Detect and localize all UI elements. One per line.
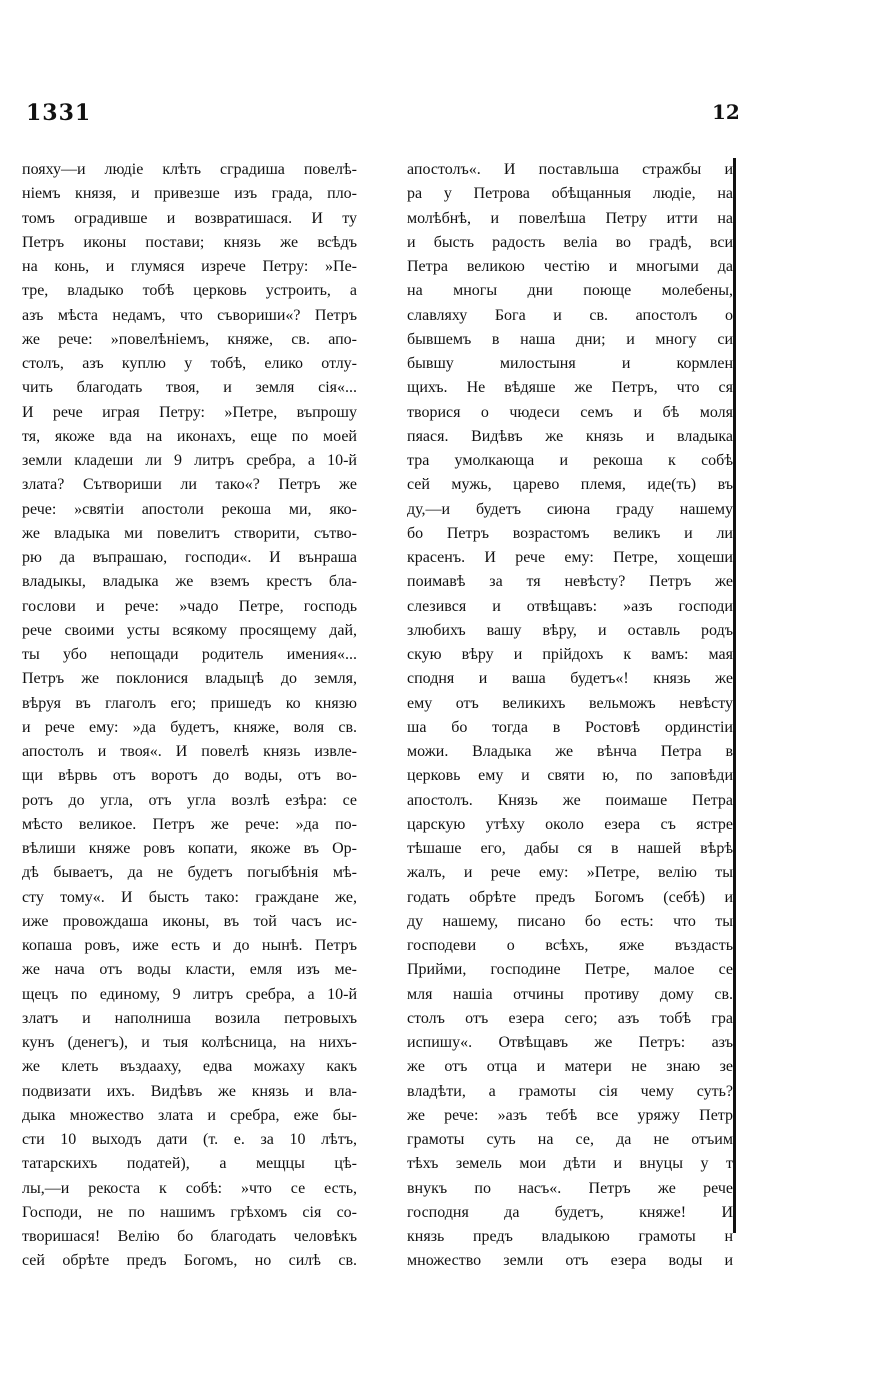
text-line: земли кладеши ли 9 литръ сребра, а 10-й <box>22 452 357 469</box>
text-line: владыкы, владыка же вземъ крестъ бла- <box>22 573 357 591</box>
text-line: творися о чюдеси семъ и бѣ моля <box>407 403 733 421</box>
text-line: ду,—и будетъ сиюна граду нашему <box>407 500 733 518</box>
text-line: копаша ровъ, иже есть и до нынѣ. Петръ <box>22 937 357 954</box>
text-line: ему отъ великихъ вельможъ невѣсту <box>407 694 733 712</box>
text-line: подвизати ихъ. Видѣвъ же князь и вла- <box>22 1082 357 1100</box>
text-line: рече: »святіи апостоли рекоша ми, яко- <box>22 500 357 518</box>
text-line: же рече: »азъ тебѣ все уряжу Петр <box>407 1106 733 1124</box>
text-line: рю да въпрашаю, господи«. И вънраша <box>22 549 357 566</box>
page-number: 1331 <box>26 100 92 126</box>
text-line: молѣбнѣ, и повелѣша Петру итти на <box>407 209 733 227</box>
text-line: тѣшаше его, дабы ся в нашей вѣрѣ <box>407 840 733 857</box>
text-line: бывшемъ в наша дни; и многу си <box>407 330 733 348</box>
text-line: бо Петръ возрастомъ великъ и ли <box>407 524 733 542</box>
text-line: злюбихъ вашу вѣру, и оставль родъ <box>407 621 733 639</box>
text-line: Прийми, господине Петре, малое се <box>407 961 733 979</box>
text-line: сту тому«. И бысть тако: граждане же, <box>22 888 357 906</box>
right-column <box>407 158 736 1270</box>
text-line: творишася! Велію бо благодать человѣкъ <box>22 1228 357 1245</box>
text-line: рече своими усты всякому просящему дай, <box>22 621 357 639</box>
text-line: господеви о всѣхъ, яже въздасть <box>407 937 733 954</box>
text-line: чить благодать твоя, и земля сія«... <box>22 379 357 397</box>
left-column <box>22 158 357 1274</box>
text-line: тре, владыко тобѣ церковь устроить, а <box>22 282 357 300</box>
text-line: слезився и отвѣщавъ: »азъ господи <box>407 597 733 615</box>
text-line: ша бо тогда в Ростовѣ ординстіи <box>407 718 733 736</box>
text-line: царскую утѣху около езера съ ястре <box>407 815 733 833</box>
text-line: и рече ему: »да будетъ, княже, воля св. <box>22 718 357 736</box>
text-line: же владыка ми повелитъ створити, сътво- <box>22 524 357 542</box>
text-line: князь предъ владыкою грамоты н <box>407 1228 733 1245</box>
text-line: вѣруя въ глаголъ его; пришедъ ко князю <box>22 694 357 712</box>
text-line: испишу«. Отвѣщавъ же Петръ: азъ <box>407 1034 733 1051</box>
text-line: злата? Сътвориши ли тако«? Петръ же <box>22 476 357 494</box>
text-line: тра умолкающа и рекоша к собѣ <box>407 452 733 469</box>
text-line: мѣсто великое. Петръ же рече: »да по- <box>22 815 357 833</box>
text-line: Петръ иконы постави; князь же всѣдъ <box>22 233 357 251</box>
text-line: бывшу милостыня и кормлен <box>407 355 733 372</box>
text-line: господня да будетъ, княже! И <box>407 1203 733 1221</box>
text-line: сти 10 выходъ дати (т. е. за 10 лѣтъ, <box>22 1131 357 1148</box>
text-line: щихъ. Не вѣдяше же Петръ, что ся <box>407 379 733 397</box>
text-line: апостолъ. Князь же поимаше Петра <box>407 791 733 809</box>
text-line: гослови и рече: »чадо Петре, господь <box>22 597 357 615</box>
text-line: дыка множество злата и сребра, еже бы- <box>22 1106 357 1124</box>
text-line: Господи, не по нашимъ грѣхомъ сія со- <box>22 1203 357 1221</box>
text-line: Петръ же поклонися владыцѣ до земля, <box>22 670 357 688</box>
text-line: златъ и наполниша возила петровыхъ <box>22 1009 357 1027</box>
text-line: и бысть радость веліа во градѣ, вси <box>407 233 733 251</box>
text-line: владѣти, а грамоты сія чему суть? <box>407 1082 733 1100</box>
text-line: грамоты суть на се, да не отъим <box>407 1131 733 1148</box>
text-line: поимавѣ за тя невѣсту? Петръ же <box>407 573 733 591</box>
text-line: татарскихъ податей), а мещцы цѣ- <box>22 1155 357 1173</box>
text-line: апостолъ и твоя«. И повелѣ князь извле- <box>22 743 357 760</box>
text-line: столъ, азъ куплю у тобѣ, елико отлу- <box>22 355 357 372</box>
text-line: же рече: »повелѣніемъ, княже, св. апо- <box>22 330 357 348</box>
text-line: жалъ, и рече ему: »Петре, велію ты <box>407 864 733 882</box>
text-line: лы,—и рекоста к собѣ: »что се есть, <box>22 1179 357 1197</box>
text-line: щецъ по единому, 9 литръ сребра, а 10-й <box>22 985 357 1003</box>
text-line: ротъ до угла, отъ угла возлѣ езѣра: се <box>22 791 357 809</box>
text-line: можи. Владыка же вѣнча Петра в <box>407 743 733 760</box>
text-line: множество земли отъ езера воды и <box>407 1252 733 1270</box>
text-line: тѣхъ земель мои дѣти и внуцы у т <box>407 1155 733 1173</box>
text-line: вѣлиши княже ровъ копати, якоже въ Ор- <box>22 840 357 857</box>
text-line: на многы дни поюще молебены, <box>407 282 733 300</box>
text-line: апостолъ«. И поставльша стражбы и <box>407 161 733 178</box>
text-line: ніемъ князя, и привезше изъ града, пло- <box>22 185 357 203</box>
text-line: азъ мѣста недамъ, что съвориши«? Петръ <box>22 306 357 324</box>
text-line: красенъ. И рече ему: Петре, хощеши <box>407 549 733 566</box>
text-line: на конь, и глумяся изрече Петру: »Пе- <box>22 258 357 275</box>
text-line: сей мужь, царево племя, иде(ть) въ <box>407 476 733 494</box>
text-line: иже провождаша иконы, въ той часъ ис- <box>22 912 357 930</box>
text-line: же отъ отца и матери не знаю зе <box>407 1058 733 1076</box>
text-line: внукъ по насъ«. Петръ же рече <box>407 1179 733 1197</box>
text-line: церковь ему и святи ю, по заповѣди <box>407 767 733 785</box>
text-line: кунъ (денегъ), и тыя колѣсница, на нихъ- <box>22 1034 357 1051</box>
text-line: дѣ бываетъ, да не будетъ погыбѣнія мѣ- <box>22 864 357 882</box>
text-line: щи вѣрвь отъ воротъ до воды, отъ во- <box>22 767 357 785</box>
text-line: ра у Петрова обѣщанныя людіе, на <box>407 185 733 203</box>
text-line: сподня и ваша будетъ«! князь же <box>407 670 733 688</box>
text-line: мля нашіа отчины противу дому св. <box>407 985 733 1003</box>
text-line: ты убо непощади родитель имения«... <box>22 646 357 663</box>
text-line: И рече играя Петру: »Петре, въпрошу <box>22 403 357 421</box>
text-line: пяася. Видѣвъ же князь и владыка <box>407 427 733 445</box>
text-line: Петра великою честію и многыми да <box>407 258 733 275</box>
text-line: же нача отъ воды класти, емля изъ ме- <box>22 961 357 979</box>
text-line: тя, якоже вда на иконахъ, еще по моей <box>22 427 357 445</box>
page-mark: 12 <box>712 100 740 124</box>
text-line: славляху Бога и св. апостолъ о <box>407 306 733 324</box>
text-line: столъ отъ езера сего; азъ тобѣ гра <box>407 1009 733 1027</box>
text-line: томъ оградивше и возвратишася. И ту <box>22 209 357 227</box>
text-line: же клеть въздааху, едва можаху какъ <box>22 1058 357 1076</box>
text-line: годать обрѣте предъ Богомъ (себѣ) и <box>407 888 733 906</box>
text-line: ду нашему, писано бо есть: что ты <box>407 912 733 930</box>
text-line: пояху—и людіе клѣть сградиша повелѣ- <box>22 161 357 178</box>
text-line: скую вѣру и прійдохъ к вамъ: мая <box>407 646 733 663</box>
text-line: сей обрѣте предъ Богомъ, но силѣ св. <box>22 1252 357 1270</box>
